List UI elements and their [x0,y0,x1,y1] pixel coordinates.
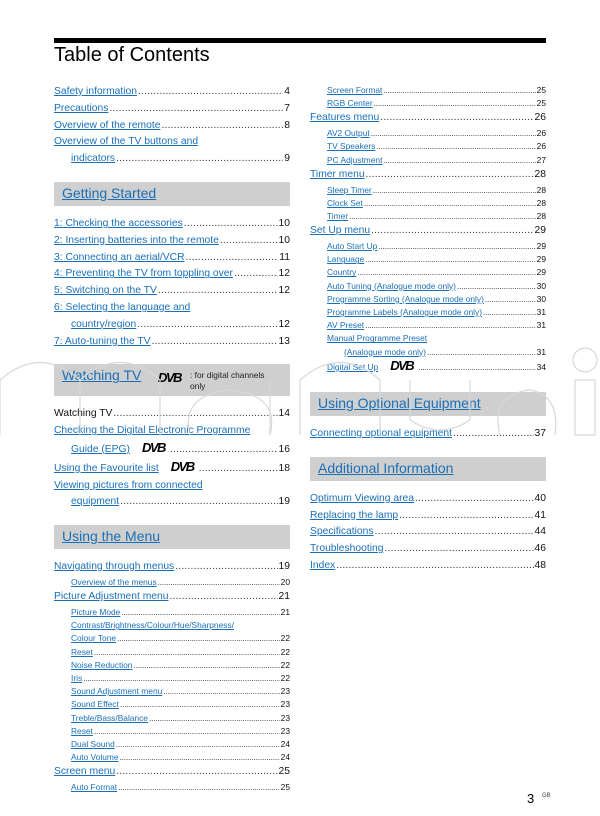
page-ref: 22 [280,659,290,670]
toc-subentry[interactable] [310,127,546,140]
toc-right-column [310,84,546,575]
toc-link[interactable]: Contrast/Brightness/Colour/Hue/Sharpness/ [71,620,234,631]
page-ref: 31 [536,346,546,357]
toc-link[interactable]: Sleep Timer [327,184,372,195]
page-ref: 29 [536,241,546,252]
toc-link[interactable]: Noise Reduction [71,659,133,670]
toc-entry[interactable] [54,459,290,478]
toc-link[interactable]: Clock Set [327,197,363,208]
leader-dots [186,250,279,267]
toc-subentry[interactable] [310,306,546,319]
page-ref: 18 [278,462,290,474]
toc-link[interactable]: country/region [71,318,137,330]
section-title[interactable]: Getting Started [62,184,157,201]
page-number: 3 [527,791,535,806]
page-ref: 26 [536,141,546,152]
page-ref: 13 [278,335,290,347]
toc-entry[interactable] [54,589,290,606]
leader-dots [137,317,277,334]
leader-dots [234,266,278,283]
leader-dots [415,491,534,508]
leader-dots [453,426,534,443]
leader-dots [365,319,536,332]
toc-link[interactable]: Using the Favourite list [54,462,159,474]
toc-link[interactable]: Precautions [54,102,109,114]
leader-dots [483,306,536,319]
toc-entry[interactable] [54,134,290,151]
toc-subentry[interactable] [54,751,290,764]
toc-link[interactable]: Screen menu [54,766,116,778]
page-ref: 11 [279,251,290,263]
page-ref: 14 [278,408,290,420]
page-ref: 25 [278,766,290,778]
leader-dots [373,184,536,197]
leader-dots [118,781,280,794]
section-getting-started [54,182,290,206]
toc-subentry[interactable] [54,672,290,685]
title-rule [54,38,546,43]
leader-dots [158,283,278,300]
page-ref: 12 [278,285,290,297]
toc-entry[interactable] [54,101,290,118]
toc-link[interactable]: Reset [71,725,93,736]
leader-dots [163,685,279,698]
section-additional-information [310,457,546,481]
page-ref: 21 [280,606,290,617]
toc-link[interactable]: 6: Selecting the language and [54,301,191,313]
toc-entry-continued[interactable] [54,151,290,168]
page-ref: 22 [280,646,290,657]
page-ref: 26 [534,112,546,124]
toc-subentry[interactable] [54,646,290,659]
toc-link[interactable]: AV2 Output [327,128,370,139]
leader-dots [364,197,536,210]
dvb-logo-icon: DVB [158,370,181,386]
toc-link[interactable]: Picture Mode [71,606,121,617]
toc-entry[interactable] [310,524,546,541]
toc-entry[interactable] [54,559,290,576]
toc-link[interactable]: Safety information [54,86,137,97]
toc-link[interactable]: Auto Volume [71,752,119,763]
leader-dots [109,101,283,118]
section-title[interactable]: Using the Menu [62,528,161,545]
toc-subentry[interactable] [310,280,546,293]
toc-entry[interactable] [54,250,290,267]
toc-entry[interactable] [310,491,546,508]
leader-dots [121,606,279,619]
page-ref: 23 [280,686,290,697]
toc-subentry[interactable] [310,293,546,306]
page-ref: 34 [536,361,546,372]
toc-entry[interactable] [310,558,546,575]
leader-dots [366,167,534,184]
leader-dots [383,154,535,167]
leader-dots [120,698,280,711]
leader-dots [376,140,535,153]
page-ref: 24 [280,752,290,763]
page-ref: 10 [278,217,290,229]
leader-dots [418,361,536,374]
leader-dots [138,84,283,101]
page-ref: 7 [284,102,290,114]
toc-subentry[interactable] [310,359,546,374]
toc-entry[interactable] [54,216,290,233]
toc-link[interactable]: Overview of the menus [71,576,157,587]
toc-subentry[interactable] [54,725,290,738]
leader-dots [158,576,280,589]
leader-dots [184,216,278,233]
toc-link[interactable]: Digital Set Up [327,361,379,372]
leader-dots [116,764,277,781]
page-ref: 30 [536,293,546,304]
toc-link[interactable]: Programme Sorting (Analogue mode only) [327,293,484,304]
leader-dots [457,280,536,293]
toc-link[interactable]: Iris [71,672,83,683]
toc-entry[interactable] [310,167,546,184]
toc-link[interactable]: Auto Format [71,782,118,793]
page-ref: 28 [536,184,546,195]
leader-dots [383,84,535,97]
toc-subentry[interactable] [310,240,546,253]
leader-dots [375,524,534,541]
toc-subentry[interactable] [54,606,290,619]
toc-link[interactable]: indicators [71,153,116,165]
dvb-note: : for digital channels only [190,370,265,392]
toc-subentry[interactable] [310,332,546,345]
page-ref: 27 [536,154,546,165]
toc-subentry[interactable] [310,84,546,97]
page-ref: 9 [284,153,290,165]
leader-dots [94,725,280,738]
toc-link[interactable]: Treble/Bass/Balance [71,712,148,723]
page-ref: 28 [536,211,546,222]
page-ref: 4 [284,86,290,97]
section-title[interactable]: Watching TV [62,367,142,384]
leader-dots [133,659,279,672]
toc-link[interactable]: PC Adjustment [327,154,383,165]
page-ref: 19 [278,496,290,508]
toc-subentry[interactable] [310,253,546,266]
page-ref: 21 [278,591,290,603]
leader-dots [365,253,535,266]
page-ref: 23 [280,699,290,710]
leader-dots [336,558,533,575]
toc-subentry[interactable] [54,576,290,589]
toc-link[interactable]: Picture Adjustment menu [54,591,169,603]
page-title: Table of Contents [54,44,210,66]
toc-entry[interactable] [310,541,546,558]
page-ref: 25 [536,98,546,109]
leader-dots [374,97,536,110]
page-ref: 23 [280,712,290,723]
toc-link[interactable]: Language [327,254,365,265]
page-ref: 29 [536,267,546,278]
leader-dots [384,541,533,558]
toc-left-column [54,84,290,794]
page-ref: 19 [278,561,290,573]
toc-entry[interactable] [310,508,546,525]
page-ref: 12 [278,318,290,330]
toc-link[interactable]: 1: Checking the accessories [54,217,183,229]
toc-subentry[interactable] [310,266,546,279]
section-optional-equipment [310,392,546,416]
leader-dots [220,233,278,250]
toc-subentry-continued[interactable] [310,346,546,359]
toc-link[interactable]: Optimum Viewing area [310,492,414,504]
toc-link[interactable]: 7: Auto-tuning the TV [54,335,151,347]
page-ref: 31 [536,307,546,318]
toc-link[interactable]: RGB Center [327,98,373,109]
toc-subentry[interactable] [54,619,290,632]
toc-link[interactable]: Auto Tuning (Analogue mode only) [327,280,456,291]
toc-entry[interactable] [54,764,290,781]
toc-link[interactable]: Timer menu [310,168,365,180]
page-ref: 26 [536,128,546,139]
leader-dots [116,151,283,168]
leader-dots [94,646,280,659]
toc-link[interactable]: 2: Inserting batteries into the remote [54,234,219,246]
toc-entry[interactable] [54,334,290,351]
toc-link[interactable]: Troubleshooting [310,543,384,555]
toc-link[interactable]: Reset [71,646,93,657]
leader-dots [152,334,278,351]
leader-dots [371,223,533,240]
leader-dots [117,632,280,645]
leader-dots [399,508,533,525]
page-ref: 25 [536,85,546,95]
toc-link[interactable]: Checking the Digital Electronic Programme [54,425,251,437]
toc-link[interactable]: Viewing pictures from connected [54,479,203,491]
toc-entry[interactable] [54,423,290,440]
leader-dots [116,738,280,751]
dvb-logo-icon: DVB [141,439,165,455]
leader-dots [169,589,277,606]
toc-entry [54,406,290,423]
section-title[interactable]: Additional Information [318,459,454,476]
leader-dots [357,266,535,279]
section-title[interactable]: Using Optional Equipment [318,395,481,412]
toc-entry[interactable] [54,233,290,250]
page-language-code: GB [542,793,551,799]
toc-link[interactable]: Sound Effect [71,699,119,710]
toc-subentry[interactable] [54,712,290,725]
page-ref: 22 [280,633,290,644]
dvb-logo-icon: DVB [170,458,194,474]
toc-subentry[interactable] [310,154,546,167]
page-ref: 46 [534,543,546,555]
toc-link[interactable]: Connecting optional equipment [310,428,452,440]
toc-link[interactable]: Overview of the remote [54,119,161,131]
page-ref: 12 [278,268,290,280]
leader-dots [83,672,280,685]
toc-subentry[interactable] [310,97,546,110]
toc-entry[interactable] [54,300,290,317]
toc-subentry[interactable] [54,738,290,751]
leader-dots [371,127,536,140]
toc-link[interactable]: Specifications [310,526,374,538]
toc-entry[interactable] [310,426,546,443]
leader-dots [175,559,277,576]
page-ref: 22 [280,672,290,683]
page-ref: 24 [280,738,290,749]
page-ref: 28 [534,168,546,180]
toc-subentry[interactable] [54,698,290,711]
toc-link[interactable]: Screen Format [327,85,383,95]
toc-link[interactable]: Overview of the TV buttons and [54,136,199,148]
toc-subentry[interactable] [310,319,546,332]
page-ref: 20 [280,576,290,587]
toc-entry[interactable] [54,118,290,135]
toc-entry-continued[interactable] [54,317,290,334]
toc-subentry[interactable] [310,210,546,223]
page-ref: 23 [280,725,290,736]
toc-link[interactable]: (Analogue mode only) [344,346,426,357]
toc-subentry[interactable] [310,197,546,210]
toc-label: Watching TV [54,408,113,420]
page-ref: 40 [534,492,546,504]
page-ref: 31 [536,320,546,331]
toc-link[interactable]: Navigating through menus [54,561,175,573]
toc-link[interactable]: Index [310,560,336,572]
page-ref: 48 [534,560,546,572]
leader-dots [161,118,283,135]
toc-subentry[interactable] [54,781,290,794]
toc-entry-continued[interactable] [54,494,290,511]
leader-dots [380,110,533,127]
toc-link[interactable]: Manual Programme Preset [327,333,428,344]
toc-entry[interactable] [54,283,290,300]
toc-link[interactable]: Guide (EPG) [71,443,130,455]
section-watching-tv [54,364,290,396]
page-ref: 29 [536,254,546,265]
toc-link[interactable]: TV Speakers [327,141,376,152]
toc-entry[interactable] [310,110,546,127]
toc-subentry[interactable] [310,184,546,197]
toc-entry[interactable] [310,223,546,240]
toc-link[interactable]: Replacing the lamp [310,509,399,521]
toc-subentry-continued[interactable] [54,632,290,645]
leader-dots [427,346,536,359]
toc-subentry[interactable] [54,659,290,672]
toc-entry[interactable] [54,478,290,495]
leader-dots [120,494,277,511]
leader-dots [120,751,280,764]
page-ref: 44 [534,526,546,538]
toc-link[interactable]: Set Up menu [310,225,371,237]
page-ref: 41 [534,509,546,521]
leader-dots [378,240,535,253]
leader-dots [485,293,536,306]
toc-link[interactable]: Sound Adjustment menu [71,686,163,697]
page-ref: 8 [284,119,290,131]
toc-link[interactable]: AV Preset [327,320,365,331]
page-ref: 29 [534,225,546,237]
toc-link[interactable]: Features menu [310,112,380,124]
toc-link[interactable]: Auto Start Up [327,241,378,252]
toc-entry[interactable] [54,84,290,101]
toc-subentry[interactable] [310,140,546,153]
toc-link[interactable]: 3: Connecting an aerial/VCR [54,251,185,263]
dvb-logo-icon: DVB [390,357,414,373]
page-ref: 30 [536,280,546,291]
page-ref: 10 [278,234,290,246]
page-ref: 25 [280,782,290,793]
toc-link[interactable]: Colour Tone [71,633,117,644]
toc-link[interactable]: Timer [327,211,349,222]
page-ref: 16 [278,443,290,455]
page-ref: 37 [534,428,546,440]
toc-entry[interactable] [54,266,290,283]
toc-link[interactable]: Programme Labels (Analogue mode only) [327,307,483,318]
leader-dots [149,712,280,725]
toc-entry-continued[interactable] [54,440,290,459]
page-ref: 28 [536,197,546,208]
leader-dots [113,406,277,423]
toc-subentry[interactable] [54,685,290,698]
leader-dots [349,210,536,223]
section-using-the-menu [54,525,290,549]
toc-link[interactable]: 4: Preventing the TV from toppling over [54,268,233,280]
leader-dots [170,442,278,459]
toc-link[interactable]: 5: Switching on the TV [54,285,157,297]
toc-link[interactable]: Country [327,267,357,278]
toc-link[interactable]: equipment [71,496,120,508]
leader-dots [199,461,278,478]
toc-link[interactable]: Dual Sound [71,738,115,749]
